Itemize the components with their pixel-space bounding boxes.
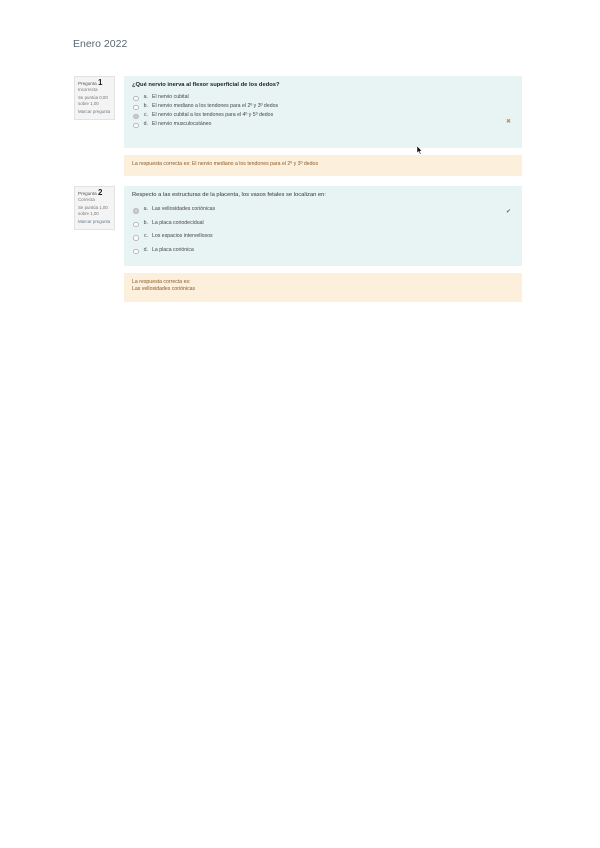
question-state: Correcta	[78, 197, 95, 202]
question-content-1	[124, 76, 522, 148]
flag-question-link[interactable]: Marcar pregunta	[78, 109, 111, 114]
answer-option[interactable]: c. Los espacios intervellosos	[132, 230, 514, 244]
question-text: Respecto a las estructuras de la placenta, los vasos fetales se localizan en:	[132, 192, 326, 198]
answer-option[interactable]: c. El nervio cubital a los tendones para el 4º y 5º dedos	[132, 111, 514, 120]
radio-button[interactable]	[133, 114, 139, 120]
correct-icon: ✔	[506, 209, 512, 215]
mouse-cursor-icon	[417, 146, 423, 155]
answer-option[interactable]: b. La placa coriodecidual	[132, 217, 514, 231]
radio-button[interactable]	[133, 222, 139, 228]
incorrect-icon: ✖	[506, 119, 512, 125]
question-number: Pregunta 1	[78, 78, 103, 87]
radio-button[interactable]	[133, 105, 139, 111]
answer-option[interactable]: d. El nervio musculocutáneo	[132, 120, 514, 129]
flag-question-link[interactable]: Marcar pregunta	[78, 219, 111, 224]
radio-button[interactable]	[133, 96, 139, 102]
answer-option[interactable]: a. El nervio cubital	[132, 93, 514, 102]
feedback-1: La respuesta correcta es: El nervio mediano a los tendones para el 2º y 3º dedos	[124, 155, 522, 176]
page-title: Enero 2022	[73, 38, 128, 50]
question-text: ¿Qué nervio inerva al flexor superficial de los dedos?	[132, 82, 280, 88]
radio-button[interactable]	[133, 208, 139, 214]
question-state: Incorrecta	[78, 87, 98, 92]
question-score: Se puntúa 1,00 sobre 1,00	[78, 205, 108, 216]
radio-button[interactable]	[133, 249, 139, 255]
question-info-2	[74, 186, 115, 230]
question-number: Pregunta 2	[78, 188, 103, 197]
answer-option[interactable]: a. Las vellosidades coriónicas	[132, 203, 514, 217]
radio-button[interactable]	[133, 235, 139, 241]
question-score: Se puntúa 0,00 sobre 1,00	[78, 95, 108, 106]
question-content-2	[124, 186, 522, 266]
radio-button[interactable]	[133, 123, 139, 129]
answer-option[interactable]: d. La placa coriónica	[132, 244, 514, 258]
question-info-1	[74, 76, 115, 120]
feedback-2: La respuesta correcta es: Las vellosidades coriónicas	[124, 273, 522, 302]
answer-option[interactable]: b. El nervio mediano a los tendones para el 2º y 3º dedos	[132, 102, 514, 111]
